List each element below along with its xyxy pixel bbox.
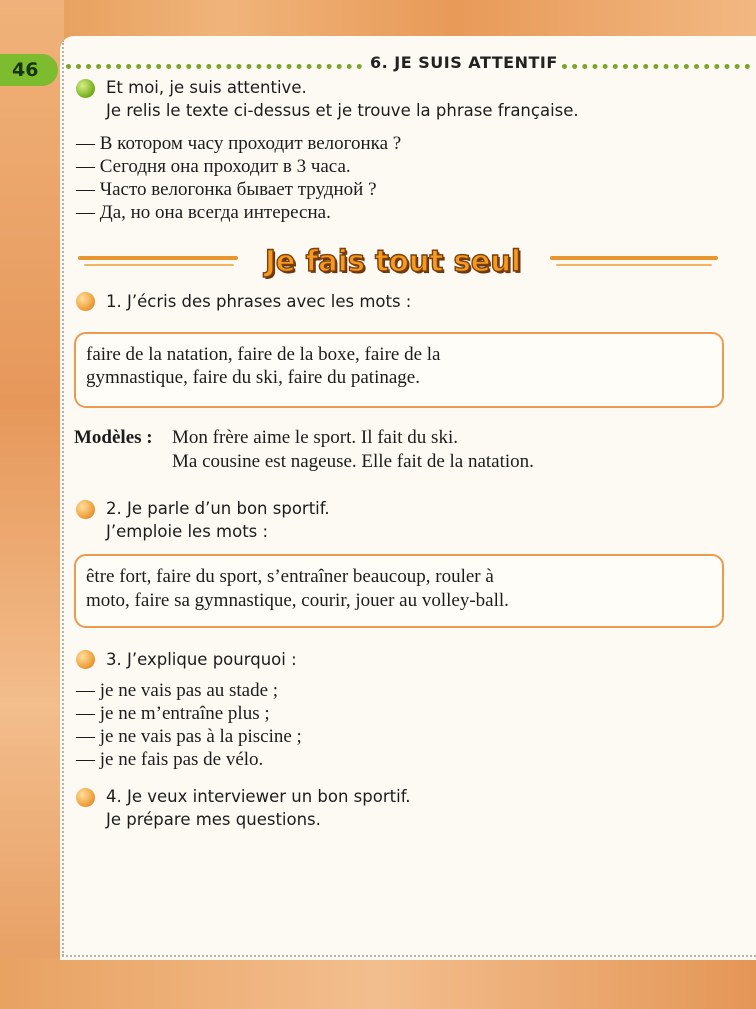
word-box-line-2: gymnastique, faire du ski, faire du patinage. <box>86 367 420 388</box>
list-item: — je ne fais pas de vélo. <box>76 749 264 770</box>
russian-line: — Сегодня она проходит в 3 часа. <box>76 156 351 177</box>
exercise-4-instruction: 4. Je veux interviewer un bon sportif. <box>106 787 411 806</box>
banner-stroke-right <box>550 256 718 260</box>
list-item: — je ne vais pas à la piscine ; <box>76 726 302 747</box>
russian-line: — В котором часу проходит велогонка ? <box>76 133 402 154</box>
exercise-4-instruction: Je prépare mes questions. <box>106 810 321 829</box>
section-title: 6. JE SUIS ATTENTIF <box>370 53 558 72</box>
page-frame-bottom <box>0 958 756 1009</box>
exercise-2-word-box <box>74 554 724 628</box>
russian-line: — Да, но она всегда интересна. <box>76 202 331 223</box>
list-item: — je ne vais pas au stade ; <box>76 680 279 701</box>
orange-bullet-icon <box>76 650 95 669</box>
green-bullet-icon <box>76 79 95 98</box>
exercise-1-instruction: 1. J’écris des phrases avec les mots : <box>106 292 412 311</box>
orange-bullet-icon <box>76 292 95 311</box>
orange-bullet-icon <box>76 500 95 519</box>
model-line-2: Ma cousine est nageuse. Elle fait de la natation. <box>172 451 534 472</box>
banner-stroke-left <box>84 264 234 266</box>
dotted-border-left <box>62 40 64 956</box>
exercise-2-instruction: 2. Je parle d’un bon sportif. <box>106 499 330 518</box>
model-line-1: Mon frère aime le sport. Il fait du ski. <box>172 427 458 448</box>
dotted-rule-right <box>562 64 750 69</box>
word-box-line-1: faire de la natation, faire de la boxe, faire de la <box>86 344 441 365</box>
exercise-2-instruction: J’emploie les mots : <box>106 522 269 541</box>
banner-title: Je fais tout seul <box>265 244 521 278</box>
dotted-border-bottom <box>62 955 756 957</box>
banner-stroke-right <box>556 264 712 266</box>
models-label: Modèles : <box>74 427 153 448</box>
orange-bullet-icon <box>76 788 95 807</box>
word-box-line-1: être fort, faire du sport, s’entraîner beaucoup, rouler à <box>86 566 494 587</box>
intro-line-1: Et moi, je suis attentive. <box>106 78 307 97</box>
intro-line-2: Je relis le texte ci-dessus et je trouve la phrase française. <box>106 101 579 120</box>
dotted-rule-left <box>66 64 362 69</box>
banner-stroke-left <box>78 256 238 260</box>
section-header <box>66 53 750 75</box>
page-number: 46 <box>0 54 58 86</box>
page-frame-left <box>0 0 64 1009</box>
exercise-3-instruction: 3. J’explique pourquoi : <box>106 650 297 669</box>
word-box-line-2: moto, faire sa gymnastique, courir, jouer au volley-ball. <box>86 590 509 611</box>
exercise-1-word-box <box>74 332 724 408</box>
list-item: — je ne m’entraîne plus ; <box>76 703 270 724</box>
russian-line: — Часто велогонка бывает трудной ? <box>76 179 377 200</box>
